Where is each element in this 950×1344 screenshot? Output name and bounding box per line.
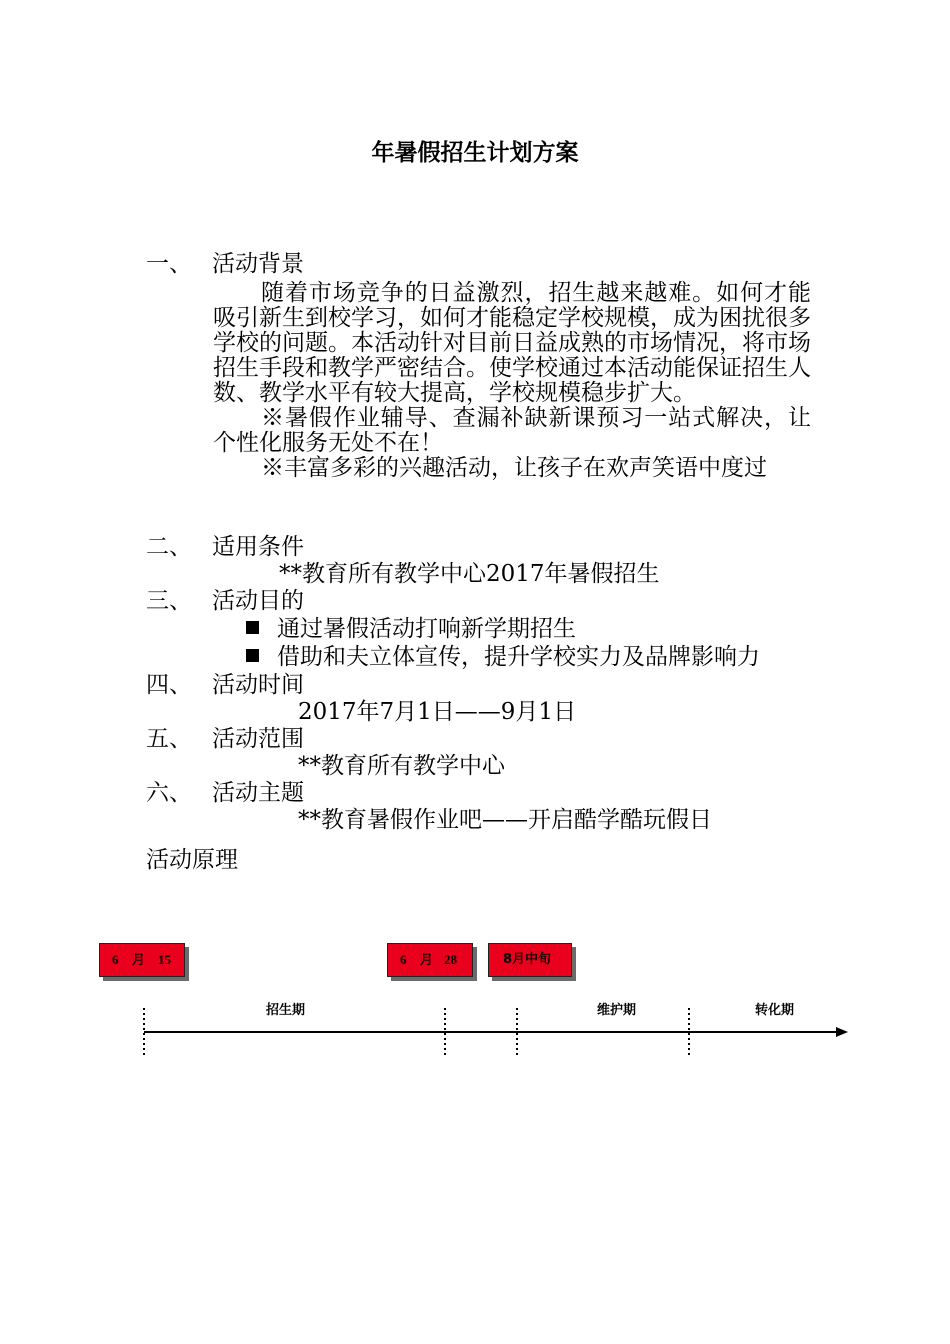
section-number: 二、 xyxy=(146,534,192,560)
section-title: 活动目的 xyxy=(212,588,304,614)
section-number: 一、 xyxy=(146,251,192,277)
principle-heading: 活动原理 xyxy=(146,847,238,873)
section-title: 活动范围 xyxy=(212,726,304,752)
date-box-part: 月 xyxy=(420,952,434,967)
section-title: 适用条件 xyxy=(212,534,304,560)
timeline-arrow-icon xyxy=(836,1027,848,1037)
time-text: 2017年7月1日——9月1日 xyxy=(298,699,577,725)
section-title: 活动主题 xyxy=(212,780,304,806)
theme-text: **教育暑假作业吧——开启酷学酷玩假日 xyxy=(298,807,712,833)
section-number: 四、 xyxy=(146,672,192,698)
date-box-part: 月 xyxy=(132,952,146,967)
condition-text: **教育所有教学中心2017年暑假招生 xyxy=(279,561,660,587)
date-box-part: 8月中旬 xyxy=(503,952,552,967)
date-box-part: 6 xyxy=(112,952,119,967)
background-point-1: ※暑假作业辅导、查漏补缺新课预习一站式解决，让个性化服务无处不在！ xyxy=(213,405,811,456)
section-number: 六、 xyxy=(146,780,192,806)
section-title: 活动背景 xyxy=(212,251,304,277)
section-number: 五、 xyxy=(146,726,192,752)
section-title: 活动时间 xyxy=(212,672,304,698)
phase-label-maintenance: 维护期 xyxy=(597,1003,637,1018)
phase-label-enrollment: 招生期 xyxy=(266,1003,306,1018)
section-number: 三、 xyxy=(146,588,192,614)
phase-label-conversion: 转化期 xyxy=(755,1003,795,1018)
purpose-text: 通过暑假活动打响新学期招生 xyxy=(277,616,576,642)
date-box-part: 15 xyxy=(158,952,171,967)
document-title: 年暑假招生计划方案 xyxy=(371,140,579,166)
purpose-text: 借助和夫立体宣传，提升学校实力及品牌影响力 xyxy=(277,644,760,670)
date-box-part: 6 xyxy=(400,952,407,967)
background-point-2: ※丰富多彩的兴趣活动，让孩子在欢声笑语中度过 xyxy=(261,455,767,481)
scope-text: **教育所有教学中心 xyxy=(298,753,505,779)
date-box-part: 28 xyxy=(444,952,457,967)
background-paragraph: 随着市场竞争的日益激烈，招生越来越难。如何才能吸引新生到校学习，如何才能稳定学校规模，成为困扰很多学校的问题。本活动针对目前日益成熟的市场情况，将市场招生手段和教学严密结合。使学校通过本活动能保证招生人数、教学水平有较大提高，学校规模稳步扩大。 xyxy=(213,280,811,406)
